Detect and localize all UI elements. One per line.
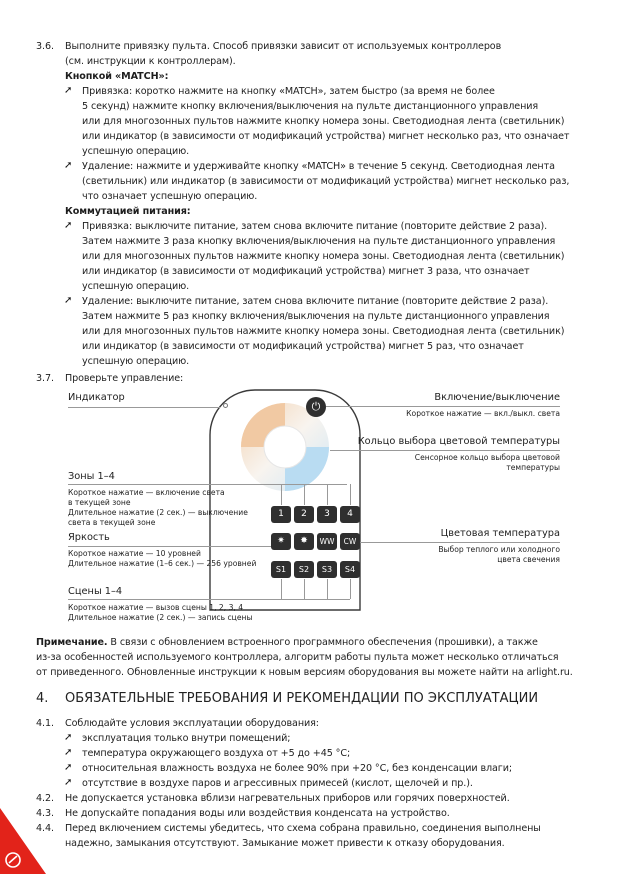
indicator-label: Индикатор xyxy=(68,392,125,403)
cct-desc-line: Выбор теплого или холодного xyxy=(438,545,560,554)
leader-line xyxy=(327,579,328,599)
bullet-arrow-icon: ➚ xyxy=(64,85,73,96)
bullet-line: относительная влажность воздуха не более 90% при +20 °C, без конденсации влаги; xyxy=(82,763,513,774)
bullet-arrow-icon: ➚ xyxy=(64,747,73,758)
section-number: 4. xyxy=(36,691,49,706)
leader-line xyxy=(350,484,351,505)
leader-line xyxy=(326,406,560,407)
cold-white-button[interactable]: CW xyxy=(340,533,360,550)
subheading-power: Коммутацией питания: xyxy=(65,206,191,217)
bullet-line: отсутствие в воздухе паров и агрессивных примесей (кислот, щелочей и пр.). xyxy=(82,778,473,789)
section-4-heading xyxy=(36,690,539,708)
bullet-line: что означает успешную операцию. xyxy=(82,191,258,202)
cct-title: Цветовая температура xyxy=(440,528,560,539)
subheading-match: Кнопкой «MATCH»: xyxy=(65,71,169,82)
brightness-title: Яркость xyxy=(68,532,110,543)
note-line: В связи с обновлением встроенного программного обеспечения (прошивки), а также xyxy=(107,637,538,648)
leader-line xyxy=(327,484,328,505)
brand-corner-logo-icon xyxy=(0,808,46,874)
leader-line xyxy=(68,407,220,408)
bullet-arrow-icon: ➚ xyxy=(64,295,73,306)
section-number: 3.7. xyxy=(36,373,54,384)
leader-line xyxy=(350,579,351,599)
zone-2-button[interactable]: 2 xyxy=(294,506,314,523)
bullet-line: успешную операцию. xyxy=(82,146,190,157)
section-number: 4.3. xyxy=(36,808,54,819)
bullet-line: Затем нажмите 3 раза кнопку включения/выключения на пульте дистанционного управления xyxy=(82,236,556,247)
bullet-line: или для многозонных пультов нажмите кнопку номера зоны. Светодиодная лента (светильник) xyxy=(82,116,565,127)
zones-desc-line: в текущей зоне xyxy=(68,498,131,507)
bullet-line: или для многозонных пультов нажмите кнопку номера зоны. Светодиодная лента (светильник) xyxy=(82,251,565,262)
brightness-desc-line: Короткое нажатие — 10 уровней xyxy=(68,549,201,558)
zones-desc-line: света в текущей зоне xyxy=(68,518,156,527)
bullet-line: Удаление: нажмите и удерживайте кнопку «MATCH» в течение 5 секунд. Светодиодная лента xyxy=(82,161,555,172)
sun-small-icon: ✸ xyxy=(300,536,308,546)
zones-title: Зоны 1–4 xyxy=(68,471,115,482)
zone-4-button[interactable]: 4 xyxy=(340,506,360,523)
ring-desc-line: температуры xyxy=(506,463,560,472)
scenes-desc-line: Короткое нажатие — вызов сцены 1, 2, 3, 4 xyxy=(68,603,244,612)
paragraph-line: надежно, замыкания отсутствуют. Замыкание может привести к отказу оборудования. xyxy=(65,838,505,849)
paragraph-line: Перед включением системы убедитесь, что схема собрана правильно, соединения выполнены xyxy=(65,823,541,834)
scene-2-button[interactable]: S2 xyxy=(294,561,314,578)
leader-line xyxy=(330,450,560,451)
zone-1-button[interactable]: 1 xyxy=(271,506,291,523)
scene-4-button[interactable]: S4 xyxy=(340,561,360,578)
warm-white-button[interactable]: WW xyxy=(317,533,337,550)
bullet-line: Привязка: выключите питание, затем снова включите питание (повторите действие 2 раза). xyxy=(82,221,548,232)
bullet-line: Привязка: коротко нажмите на кнопку «MATCH», затем быстро (за время не более xyxy=(82,86,495,97)
paragraph-line: Соблюдайте условия эксплуатации оборудования: xyxy=(65,718,319,729)
leader-line xyxy=(281,484,282,505)
paragraph-line: Не допускайте попадания воды или воздействия конденсата на устройство. xyxy=(65,808,450,819)
section-title: ОБЯЗАТЕЛЬНЫЕ ТРЕБОВАНИЯ И РЕКОМЕНДАЦИИ ПО ЭКСПЛУАТАЦИИ xyxy=(65,691,539,706)
power-icon: ⏻ xyxy=(311,400,321,413)
note-line: от приведенного. Обновленные инструкции к новым версиям оборудования вы можете найти на arlight.ru. xyxy=(36,667,573,678)
power-desc: Короткое нажатие — вкл./выкл. света xyxy=(406,409,560,418)
section-number: 4.1. xyxy=(36,718,54,729)
scenes-title: Сцены 1–4 xyxy=(68,586,123,597)
power-title: Включение/выключение xyxy=(434,392,560,403)
zones-desc-line: Длительное нажатие (2 сек.) — выключение xyxy=(68,508,248,517)
leader-line xyxy=(304,579,305,599)
bullet-line: или индикатор (в зависимости от модификаций устройства) мигнет 3 раза, что означает xyxy=(82,266,530,277)
remote-illustration xyxy=(200,385,370,625)
bullet-arrow-icon: ➚ xyxy=(64,220,73,231)
zone-3-button[interactable]: 3 xyxy=(317,506,337,523)
scenes-desc-line: Длительное нажатие (2 сек.) — запись сцены xyxy=(68,613,253,622)
sun-icon: ✷ xyxy=(277,536,285,546)
section-number: 4.2. xyxy=(36,793,54,804)
bullet-arrow-icon: ➚ xyxy=(64,732,73,743)
brightness-up-button[interactable] xyxy=(271,533,291,550)
leader-line xyxy=(304,484,305,505)
bullet-line: или индикатор (в зависимости от модификаций устройства) мигнет несколько раз, что означает xyxy=(82,131,570,142)
bullet-line: температура окружающего воздуха от +5 до +45 °C; xyxy=(82,748,351,759)
section-number: 3.6. xyxy=(36,41,54,52)
brightness-down-button[interactable] xyxy=(294,533,314,550)
brightness-desc-line: Длительное нажатие (1–6 сек.) — 256 уровней xyxy=(68,559,257,568)
bullet-line: (светильник) или индикатор (в зависимости от модификаций устройства) мигнет несколько раз, xyxy=(82,176,570,187)
note-head: Примечание. xyxy=(36,637,108,648)
bullet-line: Удаление: выключите питание, затем снова включите питание (повторите действие 2 раза). xyxy=(82,296,549,307)
scene-1-button[interactable]: S1 xyxy=(271,561,291,578)
zones-desc-line: Короткое нажатие — включение света xyxy=(68,488,225,497)
bullet-arrow-icon: ➚ xyxy=(64,160,73,171)
cct-desc-line: цвета свечения xyxy=(497,555,560,564)
bullet-line: или для многозонных пультов нажмите кнопку номера зоны. Светодиодная лента (светильник) xyxy=(82,326,565,337)
indicator-led xyxy=(223,403,228,408)
ring-title: Кольцо выбора цветовой температуры xyxy=(357,436,560,447)
bullet-line: успешную операцию. xyxy=(82,281,190,292)
paragraph-line: Выполните привязку пульта. Способ привязки зависит от используемых контроллеров xyxy=(65,41,502,52)
bullet-arrow-icon: ➚ xyxy=(64,777,73,788)
leader-line xyxy=(68,484,347,485)
paragraph-line: Проверьте управление: xyxy=(65,373,184,384)
section-number: 4.4. xyxy=(36,823,54,834)
paragraph-line: Не допускается установка вблизи нагревательных приборов или горячих поверхностей. xyxy=(65,793,510,804)
power-button[interactable] xyxy=(306,397,326,417)
bullet-line: или индикатор (в зависимости от модификаций устройства) мигнет 5 раз, что означает xyxy=(82,341,524,352)
bullet-arrow-icon: ➚ xyxy=(64,762,73,773)
leader-line xyxy=(68,599,350,600)
paragraph-line: (см. инструкции к контроллерам). xyxy=(65,56,236,67)
bullet-line: 5 секунд) нажмите кнопку включения/выключения на пульте дистанционного управления xyxy=(82,101,539,112)
leader-line xyxy=(68,546,271,547)
bullet-line: эксплуатация только внутри помещений; xyxy=(82,733,291,744)
scene-3-button[interactable]: S3 xyxy=(317,561,337,578)
note-line: из-за особенностей используемого контроллера, алгоритм работы пульта может несколько отличаться xyxy=(36,652,559,663)
leader-line xyxy=(360,542,560,543)
bullet-line: Затем нажмите 5 раз кнопку включения/выключения на пульте дистанционного управления xyxy=(82,311,550,322)
ring-desc-line: Сенсорное кольцо выбора цветовой xyxy=(414,453,560,462)
bullet-line: успешную операцию. xyxy=(82,356,190,367)
leader-line xyxy=(281,579,282,599)
